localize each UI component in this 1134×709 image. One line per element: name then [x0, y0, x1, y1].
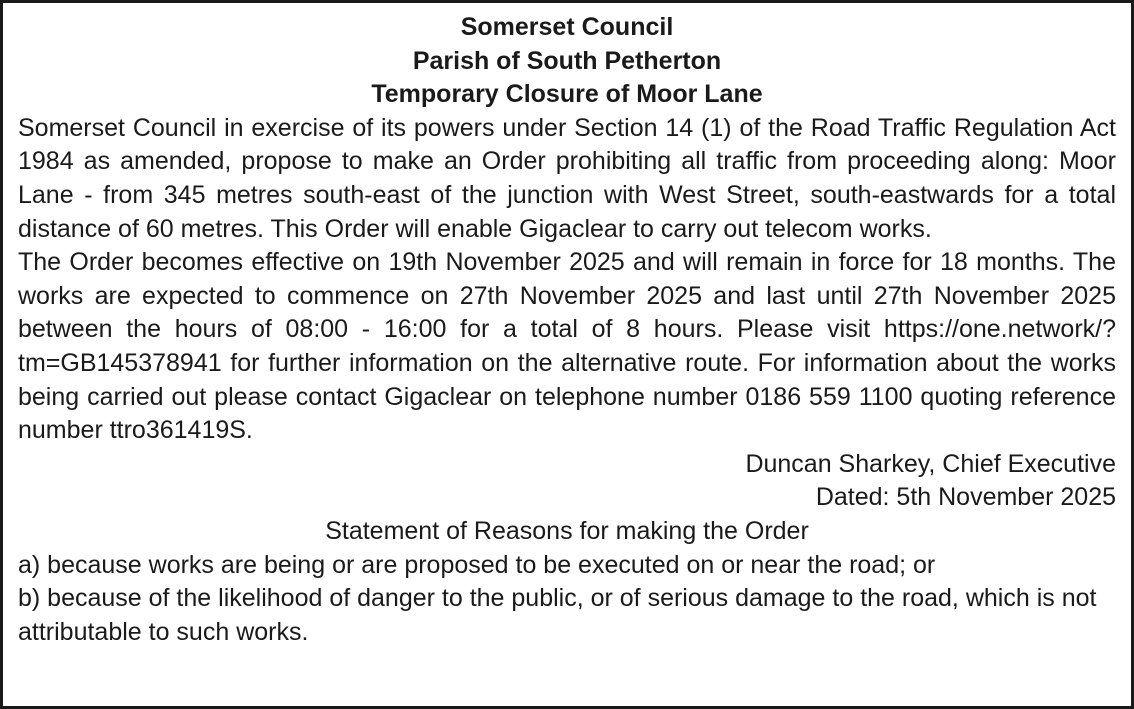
order-proposal-paragraph: Somerset Council in exercise of its powers under Section 14 (1) of the Road Traffic Regulation Act 1984 as amended, propose to make an Order prohibiting all traffic from proceeding along: Moor Lane - from 345 metres south-east of the junction with West Street, south-eastwards for a total distance of 60 metres. This Order will enable Gigaclear to carry out telecom works.	[18, 113, 1116, 243]
signatory-line: Duncan Sharkey, Chief Executive	[745, 449, 1116, 478]
dated-line: Dated: 5th November 2025	[815, 483, 1116, 512]
notice-council-heading: Somerset Council	[460, 13, 674, 41]
order-details-paragraph: The Order becomes effective on 19th November 2025 and will remain in force for 18 months. The works are expected to commence on 27th November 2025 and last until 27th November 2025 between the hours of 08:00 - 16:00 for a total of 8 hours. Please visit https://one.network/?tm=GB145378941 for further information on the alternative route. For information about the works being carried out please contact Gigaclear on telephone number 0186 559 1100 quoting reference number ttro361419S.	[18, 248, 1116, 445]
notice-parish-heading: Parish of South Petherton	[412, 46, 722, 75]
reasons-heading: Statement of Reasons for making the Order	[325, 516, 809, 545]
reason-b: b) because of the likelihood of danger to the public, or of serious damage to the road, which is not attributable to such works.	[18, 584, 1097, 646]
reason-a: a) because works are being or are proposed to be executed on or near the road; or	[18, 550, 936, 579]
notice-title-heading: Temporary Closure of Moor Lane	[371, 80, 763, 109]
